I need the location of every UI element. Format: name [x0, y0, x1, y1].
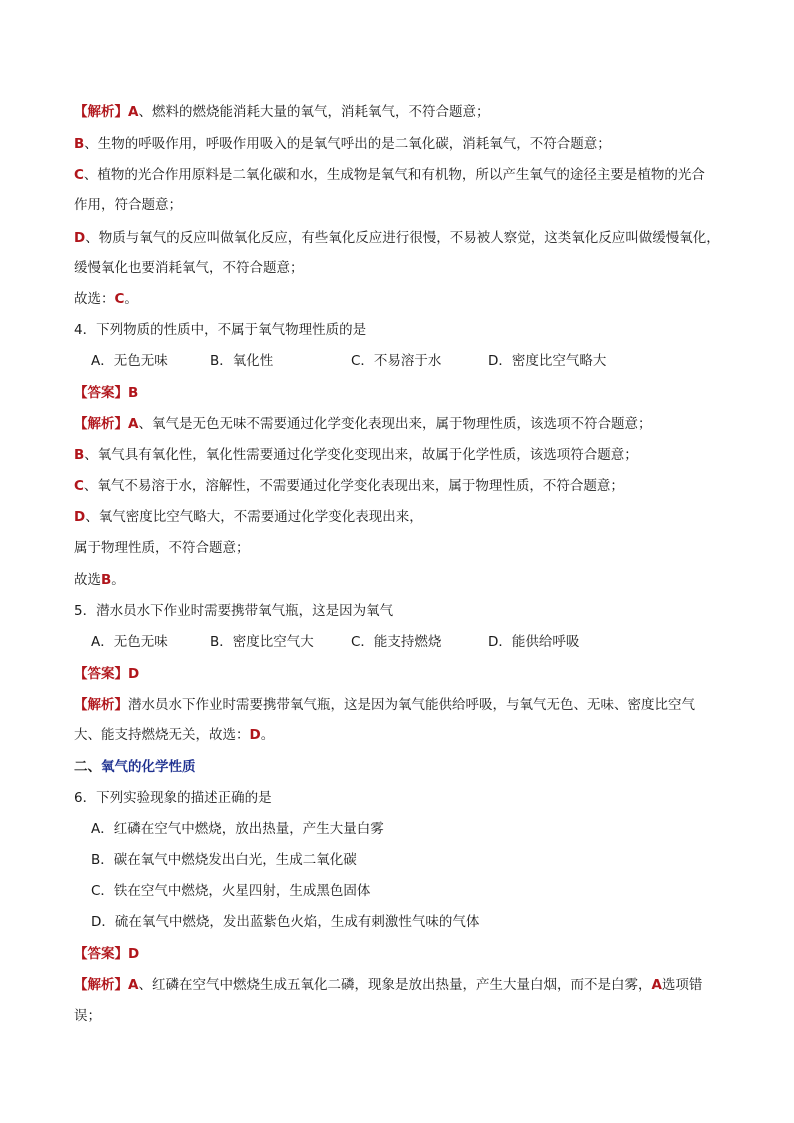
q5-answer [74, 664, 724, 684]
analysis-tag: 【解析】 [74, 416, 128, 432]
q6-stem [74, 788, 724, 808]
option-letter: D [74, 230, 86, 246]
q4-analysis-d [74, 507, 724, 527]
choose-label: 故选 [74, 572, 101, 588]
q6-answer [74, 944, 724, 964]
q4-stem [74, 320, 724, 340]
analysis-tag: 【解析】 [74, 977, 128, 993]
option-letter: A [651, 977, 662, 993]
option-c: C．能支持燃烧 [351, 634, 442, 650]
option-letter: A [128, 104, 139, 120]
option-d: D．密度比空气略大 [488, 353, 607, 369]
q4-choose [74, 570, 724, 590]
q3-choose [74, 289, 724, 309]
section-title: 氧气的化学性质 [101, 759, 196, 775]
answer-tag: 【答案】 [74, 385, 128, 401]
q6-option-a [91, 819, 741, 839]
analysis-tag: 【解析】 [74, 697, 128, 713]
choose-label: 故选： [74, 291, 115, 307]
q3-analysis-c [74, 165, 724, 185]
q4-analysis-b [74, 445, 724, 465]
question-stem: 6．下列实验现象的描述正确的是 [74, 790, 272, 806]
option-letter: C [74, 478, 84, 494]
q5-options [74, 632, 724, 652]
option-text: C．铁在空气中燃烧，火星四射，生成黑色固体 [91, 883, 371, 899]
analysis-text: 、红磷在空气中燃烧生成五氧化二磷，现象是放出热量，产生大量白烟，而不是白雾， [138, 977, 652, 993]
question-stem: 5．潜水员水下作业时需要携带氧气瓶，这是因为氧气 [74, 603, 394, 619]
q5-analysis [74, 695, 724, 715]
analysis-text: 、植物的光合作用原料是二氧化碳和水，生成物是氧气和有机物，所以产生氧气的途径主要是植物的光合 [83, 167, 705, 183]
analysis-text: 误； [74, 1008, 101, 1024]
option-letter: B [74, 136, 85, 152]
q3-analysis-d-cont [74, 258, 724, 278]
analysis-text: 、氧气是无色无味不需要通过化学变化表现出来，属于物理性质，该选项不符合题意； [138, 416, 652, 432]
choose-suffix: 。 [124, 291, 138, 307]
analysis-text: 作用，符合题意； [74, 197, 182, 213]
analysis-text: 、氧气具有氧化性，氧化性需要通过化学变化变现出来，故属于化学性质，该选项符合题意； [84, 447, 638, 463]
option-b: B．氧化性 [210, 353, 274, 369]
choose-letter: C [114, 291, 125, 307]
q4-answer [74, 383, 724, 403]
choose-suffix: 。 [260, 727, 275, 743]
option-c: C．不易溶于水 [351, 353, 442, 369]
choose-letter: D [249, 727, 261, 743]
analysis-text: 大、能支持燃烧无关，故选： [74, 727, 250, 743]
q4-options [74, 351, 724, 371]
analysis-text: 缓慢氧化也要消耗氧气，不符合题意； [74, 260, 304, 276]
q3-analysis-c-cont [74, 195, 724, 215]
q6-option-b [91, 850, 741, 870]
q6-analysis-a-cont [74, 1006, 724, 1026]
q4-analysis-c [74, 476, 724, 496]
option-b: B．密度比空气大 [210, 634, 314, 650]
section-number: 二、 [74, 759, 101, 775]
option-letter: A [128, 416, 139, 432]
analysis-text: 潜水员水下作业时需要携带氧气瓶，这是因为氧气能供给呼吸，与氧气无色、无味、密度比空气 [128, 697, 695, 713]
option-letter: D [74, 509, 86, 525]
analysis-text: 选项错 [661, 977, 703, 993]
choose-suffix: 。 [111, 572, 125, 588]
option-a: A．无色无味 [91, 353, 168, 369]
q6-option-d [91, 912, 741, 932]
answer-letter: B [128, 385, 139, 401]
option-text: D．硫在氧气中燃烧，发出蓝紫色火焰，生成有刺激性气味的气体 [91, 914, 480, 930]
option-letter: C [74, 167, 84, 183]
option-text: B．碳在氧气中燃烧发出白光，生成二氧化碳 [91, 852, 357, 868]
q3-analysis-a [74, 102, 724, 122]
q4-analysis-d-cont [74, 538, 724, 558]
option-text: A．红磷在空气中燃烧，放出热量，产生大量白雾 [91, 821, 384, 837]
q3-analysis-b [74, 134, 724, 154]
analysis-text: 属于物理性质，不符合题意； [74, 540, 250, 556]
option-a: A．无色无味 [91, 634, 168, 650]
option-letter: B [74, 447, 85, 463]
analysis-text: 、氧气不易溶于水，溶解性，不需要通过化学变化表现出来，属于物理性质，不符合题意； [83, 478, 624, 494]
option-letter: A [128, 977, 139, 993]
option-d: D．能供给呼吸 [488, 634, 580, 650]
q6-analysis-a [74, 975, 724, 995]
section-heading [74, 757, 724, 777]
answer-tag: 【答案】 [74, 946, 128, 962]
analysis-text: 、物质与氧气的反应叫做氧化反应，有些氧化反应进行很慢，不易被人察觉，这类氧化反应叫做缓慢氧化， [85, 230, 720, 246]
analysis-text: 、生物的呼吸作用，呼吸作用吸入的是氧气呼出的是二氧化碳，消耗氧气，不符合题意； [84, 136, 611, 152]
q5-stem [74, 601, 724, 621]
analysis-tag: 【解析】 [74, 104, 128, 120]
q6-option-c [91, 881, 741, 901]
analysis-text: 、燃料的燃烧能消耗大量的氧气，消耗氧气，不符合题意； [138, 104, 490, 120]
answer-letter: D [128, 946, 140, 962]
choose-letter: B [101, 572, 112, 588]
question-stem: 4．下列物质的性质中，不属于氧气物理性质的是 [74, 322, 367, 338]
q3-analysis-d [74, 228, 724, 248]
answer-letter: D [128, 666, 140, 682]
analysis-text: 、氧气密度比空气略大，不需要通过化学变化表现出来， [85, 509, 423, 525]
q5-analysis-cont [74, 725, 724, 745]
q4-analysis-a [74, 414, 724, 434]
answer-tag: 【答案】 [74, 666, 128, 682]
